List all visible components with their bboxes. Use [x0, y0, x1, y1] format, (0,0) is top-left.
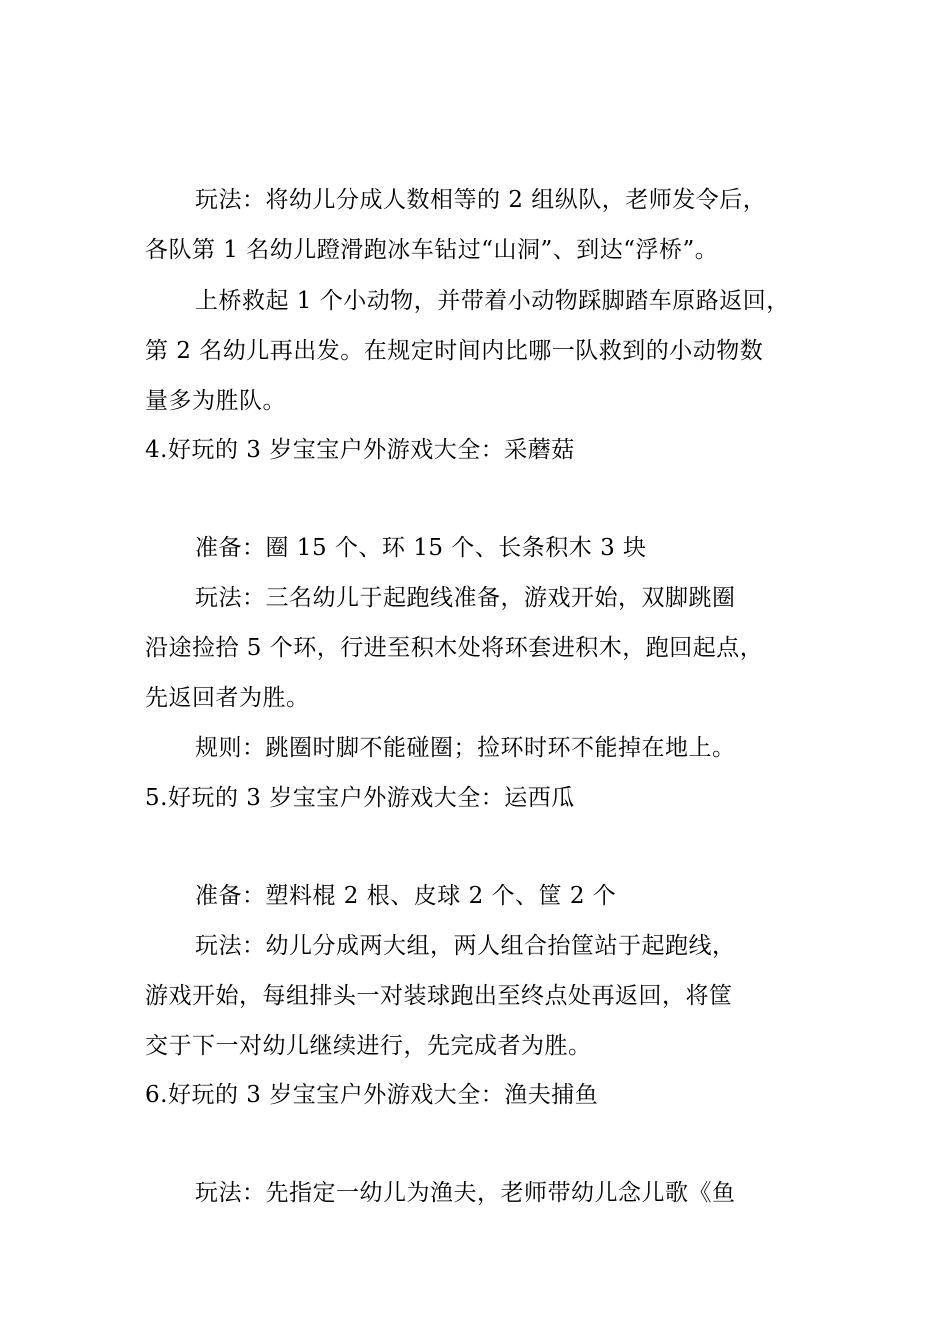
paragraph-line: 玩法：将幼儿分成人数相等的 2 组纵队，老师发令后， — [195, 187, 767, 213]
paragraph-line: 沿途捡拾 5 个环，行进至积木处将环套进积木，跑回起点， — [145, 635, 764, 661]
section-heading: 6.好玩的 3 岁宝宝户外游戏大全：渔夫捕鱼 — [145, 1082, 599, 1108]
paragraph-line: 上桥救起 1 个小动物，并带着小动物踩脚踏车原路返回， — [195, 288, 790, 314]
paragraph-line: 玩法：三名幼儿于起跑线准备，游戏开始，双脚跳圈 — [195, 585, 736, 611]
paragraph-line: 各队第 1 名幼儿蹬滑跑冰车钻过“山洞”、到达“浮桥”。 — [145, 237, 719, 263]
paragraph-line: 先返回者为胜。 — [145, 685, 310, 711]
paragraph-line: 规则：跳圈时脚不能碰圈；捡环时环不能掉在地上。 — [195, 735, 736, 761]
paragraph-line: 游戏开始，每组排头一对装球跑出至终点处再返回，将筐 — [145, 983, 733, 1009]
paragraph-line: 准备：塑料棍 2 根、皮球 2 个、筐 2 个 — [195, 883, 617, 909]
section-heading: 4.好玩的 3 岁宝宝户外游戏大全：采蘑菇 — [145, 437, 575, 463]
paragraph-line: 交于下一对幼儿继续进行，先完成者为胜。 — [145, 1033, 592, 1059]
paragraph-line: 量多为胜队。 — [145, 388, 286, 414]
paragraph-line: 玩法：先指定一幼儿为渔夫，老师带幼儿念儿歌《鱼 — [195, 1180, 736, 1206]
paragraph-line: 第 2 名幼儿再出发。在规定时间内比哪一队救到的小动物数 — [145, 338, 764, 364]
paragraph-line: 玩法：幼儿分成两大组，两人组合抬筐站于起跑线， — [195, 933, 736, 959]
section-heading: 5.好玩的 3 岁宝宝户外游戏大全：运西瓜 — [145, 785, 575, 811]
paragraph-line: 准备：圈 15 个、环 15 个、长条积木 3 块 — [195, 535, 647, 561]
